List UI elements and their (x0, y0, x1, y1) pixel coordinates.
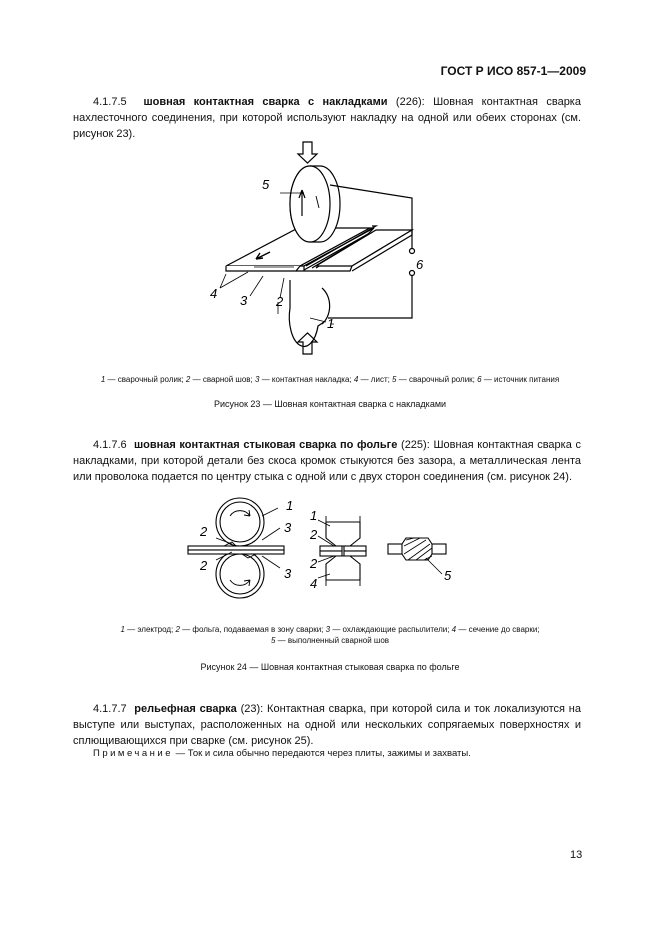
fig24-label-1a: 1 (286, 498, 294, 513)
fig23-label-2: 2 (276, 294, 284, 309)
lower-electrode-section (326, 556, 360, 580)
weld-nugget (402, 538, 432, 560)
note-label: Примечание (93, 748, 173, 759)
clause-4-1-7-6 (73, 437, 581, 485)
figure-24-title: Рисунок 24 — Шовная контактная стыковая сварка по фольге (200, 662, 460, 672)
fig23-label-3: 3 (240, 293, 248, 308)
workpiece-lower (188, 550, 284, 554)
clause-term: шовная контактная сварка с накладками (143, 96, 388, 108)
circuit-wire-bottom (328, 276, 412, 318)
clause-text: Шовная контактная сварка нахлесточного соединения, при которой используют накладку на одной или обеих сторонах (см. рисунок 23). (73, 96, 581, 140)
force-arrow-down-icon (298, 142, 317, 163)
clause-ref: (225): (401, 439, 430, 451)
clause-number: 4.1.7.6 (93, 439, 127, 451)
force-arrow-up-icon (298, 333, 317, 354)
upper-electrode-section (326, 522, 360, 546)
figure-23-diagram (190, 138, 470, 360)
fig24-label-2c: 2 (310, 527, 318, 542)
clause-number: 4.1.7.5 (93, 96, 127, 108)
lower-electrode (216, 550, 264, 598)
clause-term: шовная контактная стыковая сварка по фольге (133, 439, 398, 451)
fig24-label-5: 5 (444, 568, 452, 583)
note-text: — Ток и сила обычно передаются через плиты, зажимы и захваты. (175, 748, 471, 759)
figure-24-legend: 1 — электрод; 2 — фольга, подаваемая в зону сварки; 3 — охлаждающие распылители; 4 — сечение до сварки; 5 — выполненный сварной шов (120, 625, 540, 645)
fig24-label-3a: 3 (284, 520, 292, 535)
clause-number: 4.1.7.7 (93, 703, 127, 715)
clause-4-1-7-7 (73, 701, 581, 749)
note (73, 747, 581, 761)
figure-23-title: Рисунок 23 — Шовная контактная сварка с накладками (213, 399, 447, 409)
fig23-label-4: 4 (210, 286, 218, 301)
clause-term: рельефная сварка (134, 703, 237, 715)
lower-roller (289, 280, 324, 346)
page-number: 13 (570, 849, 583, 861)
figure-23-legend: 1 — сварочный ролик; 2 — сварной шов; 3 — контактная накладка; 4 — лист; 5 — сварочный ролик; 6 — источник питания (100, 375, 560, 384)
clause-text: Контактная сварка, при которой сила и ток локализуются на выступе или выступах, расположенных на одной или нескольких сопрягаемых поверхностях и сплющивающихся при сварке (см. рисунок 25). (73, 703, 581, 747)
fig23-label-5: 5 (262, 177, 270, 192)
fig23-label-6: 6 (416, 257, 424, 272)
figure-24-diagram (180, 494, 480, 610)
fig24-label-2d: 2 (310, 556, 318, 571)
workpiece-upper (188, 546, 284, 550)
document-code: ГОСТ Р ИСО 857-1—2009 (440, 64, 586, 78)
upper-electrode (216, 498, 264, 546)
fig24-label-4: 4 (310, 576, 318, 591)
fig24-label-1b: 1 (310, 508, 318, 523)
clause-ref: (226): (395, 96, 425, 108)
clause-ref: (23): (240, 703, 264, 715)
fig24-label-2b: 2 (200, 558, 208, 573)
clause-text: Шовная контактная сварка с накладками, при которой детали без скоса кромок стыкуются без зазора, а металлическая лента или проволока подается по центру стыка с одной или с двух сторон соединения (см. рисунок 24). (73, 439, 581, 483)
clause-4-1-7-5 (73, 94, 581, 142)
fig24-label-2a: 2 (200, 524, 208, 539)
fig24-label-3b: 3 (284, 566, 292, 581)
fig23-label-1: 1 (327, 316, 335, 331)
